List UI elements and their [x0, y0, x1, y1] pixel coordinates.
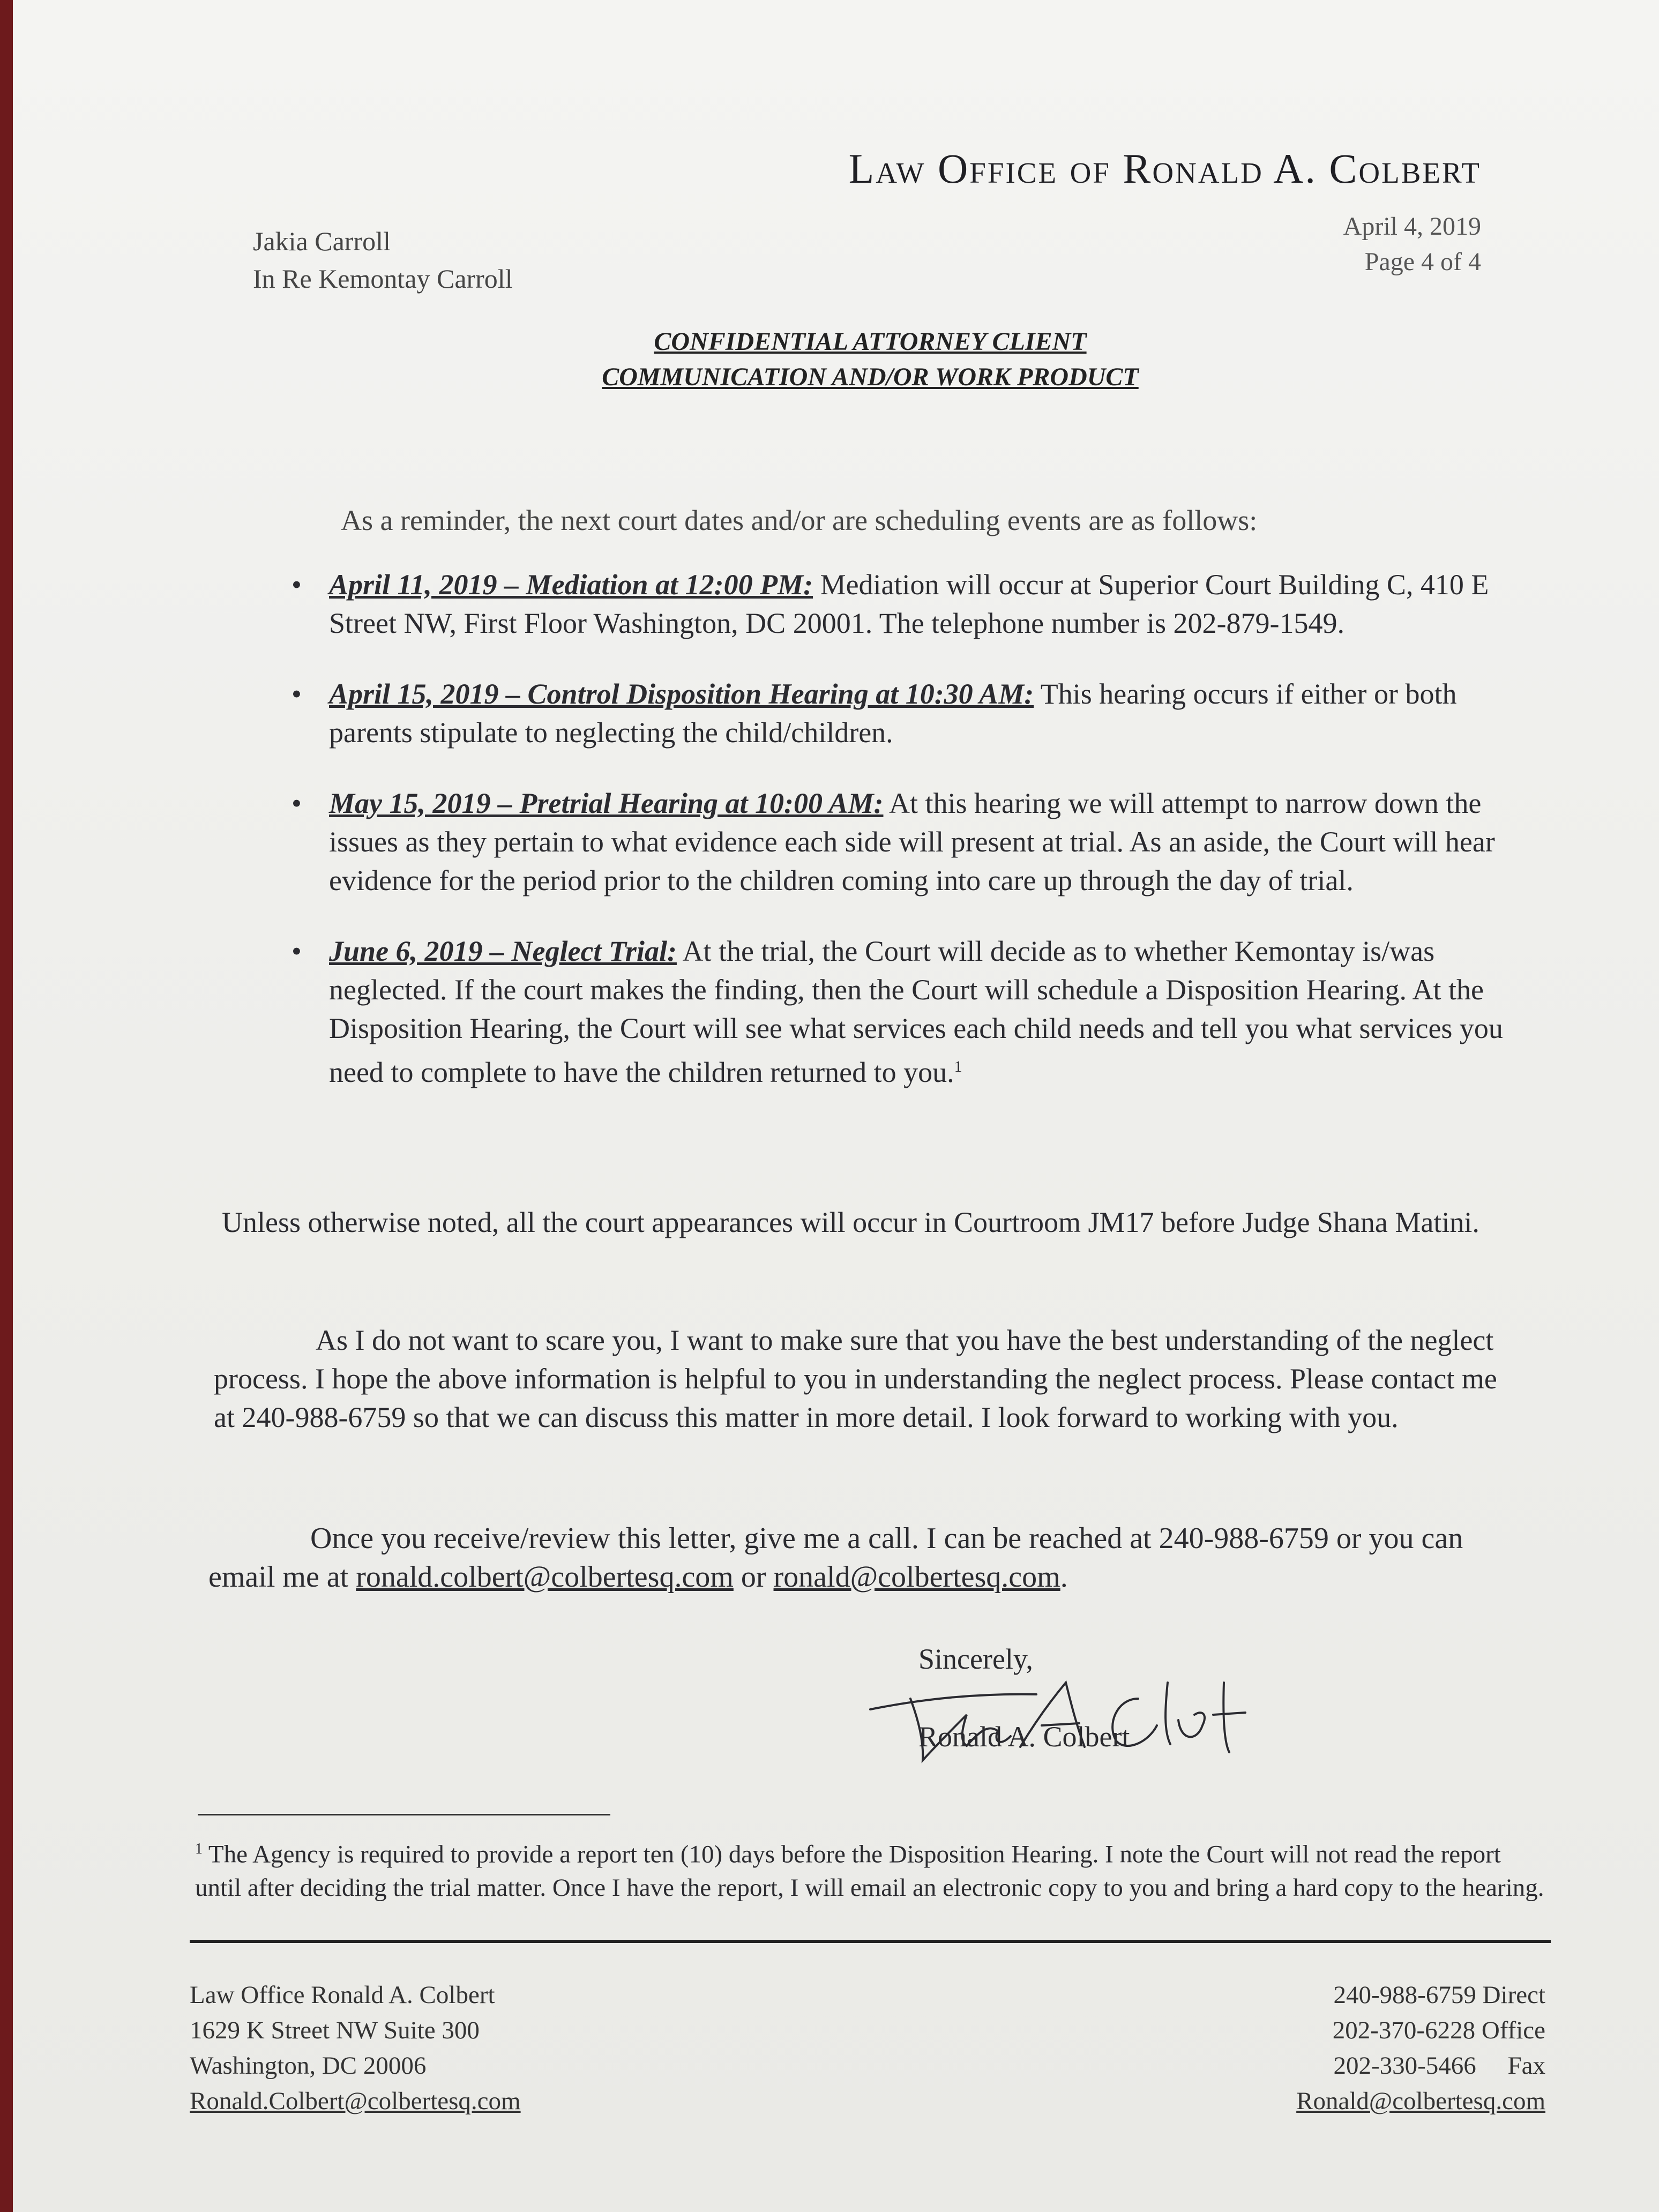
- contact-text-end: .: [1060, 1560, 1068, 1594]
- signature-block: [918, 1640, 1294, 1753]
- footnote-reference: 1: [954, 1058, 962, 1075]
- event-heading: April 11, 2019 – Mediation at 12:00 PM:: [329, 569, 813, 601]
- paragraph-contact: [208, 1519, 1527, 1596]
- footnote-text: The Agency is required to provide a report ten (10) days before the Disposition Hearing. I note the Court will not read the report until after deciding the trial matter. Once I have the report, I will email an electronic copy to you and bring a hard copy to the hearing.: [195, 1840, 1544, 1902]
- paragraph-process: As I do not want to scare you, I want to make sure that you have the best understanding of the neglect process. I hope the above information is helpful to you in understanding the neglect process. Please contact me at 240-988-6759 so that we can discuss this matter in more detail. I look forward to working with you.: [214, 1324, 1497, 1433]
- bullet-icon: •: [292, 569, 302, 601]
- bullet-icon: •: [292, 678, 302, 710]
- date-page-block: [1138, 209, 1481, 280]
- bullet-icon: •: [292, 787, 302, 819]
- signatory-name: Ronald A. Colbert: [918, 1721, 1130, 1753]
- page-number: Page 4 of 4: [1364, 248, 1481, 276]
- footer-city: Washington, DC 20006: [190, 2052, 427, 2080]
- footer-email-link-secondary[interactable]: Ronald@colbertesq.com: [1296, 2087, 1545, 2115]
- footer-divider: [190, 1940, 1551, 1943]
- bullet-icon: •: [292, 935, 302, 967]
- footnote-mark: 1: [195, 1841, 203, 1857]
- footer-address: [190, 1977, 521, 2119]
- footer-phone-office: 202-370-6228 Office: [1332, 2016, 1545, 2044]
- footer-email-link[interactable]: Ronald.Colbert@colbertesq.com: [190, 2087, 521, 2115]
- event-text: This hearing occurs if either or both parents stipulate to neglecting the child/children.: [329, 678, 1457, 749]
- list-item: [270, 932, 1524, 1092]
- event-text: At this hearing we will attempt to narrow down the issues as they pertain to what evidence each side will present at trial. As an aside, the Court will hear evidence for the period prior to the children coming into care up through the day of trial.: [329, 787, 1495, 896]
- paragraph-courtroom: Unless otherwise noted, all the court appearances will occur in Courtroom JM17 before Judge Shana Matini.: [222, 1206, 1479, 1238]
- event-text: At the trial, the Court will decide as to whether Kemontay is/was neglected. If the court makes the finding, then the Court will schedule a Disposition Hearing. At the Disposition Hearing, the Court will see what services each child needs and tell you what services you need to complete to have the children returned to you.: [329, 935, 1503, 1088]
- court-events-list: [270, 565, 1524, 1124]
- footer-street: 1629 K Street NW Suite 300: [190, 2016, 480, 2044]
- event-heading: June 6, 2019 – Neglect Trial:: [329, 935, 677, 967]
- list-item: [270, 784, 1524, 900]
- confidential-notice: [495, 324, 1245, 395]
- footer-phone-direct: 240-988-6759 Direct: [1333, 1981, 1545, 2009]
- email-link-primary[interactable]: ronald.colbert@colbertesq.com: [356, 1560, 734, 1594]
- letterhead-firm-name: Law Office of Ronald A. Colbert: [848, 145, 1481, 192]
- intro-text: As a reminder, the next court dates and/or are scheduling events are as follows:: [341, 504, 1258, 536]
- footer-phones: [1165, 1977, 1545, 2119]
- confidential-line-1: CONFIDENTIAL ATTORNEY CLIENT: [654, 327, 1087, 356]
- footnote-divider: [198, 1814, 610, 1815]
- footer-phone-fax: 202-330-5466 Fax: [1333, 2052, 1545, 2080]
- contact-text-or: or: [733, 1560, 774, 1594]
- list-item: [270, 565, 1524, 642]
- footer-firm: Law Office Ronald A. Colbert: [190, 1981, 495, 2009]
- footnote: [195, 1833, 1545, 1904]
- recipient-case: In Re Kemontay Carroll: [253, 264, 513, 294]
- list-item: [270, 675, 1524, 752]
- event-heading: April 15, 2019 – Control Disposition Hearing at 10:30 AM:: [329, 678, 1034, 710]
- event-heading: May 15, 2019 – Pretrial Hearing at 10:00 AM:: [329, 787, 884, 819]
- closing-salutation: Sincerely,: [918, 1643, 1033, 1675]
- recipient-name: Jakia Carroll: [253, 226, 391, 256]
- letter-page: [13, 0, 1659, 2212]
- letter-date: April 4, 2019: [1343, 212, 1481, 241]
- email-link-secondary[interactable]: ronald@colbertesq.com: [773, 1560, 1060, 1594]
- event-text: Mediation will occur at Superior Court Building C, 410 E Street NW, First Floor Washington, DC 20001. The telephone number is 202-879-1549.: [329, 569, 1489, 639]
- confidential-line-2: COMMUNICATION AND/OR WORK PRODUCT: [602, 363, 1139, 391]
- recipient-block: [253, 222, 513, 297]
- contact-text: Once you receive/review this letter, give me a call. I can be reached at 240-988-6759 or you can email me at: [208, 1522, 1463, 1594]
